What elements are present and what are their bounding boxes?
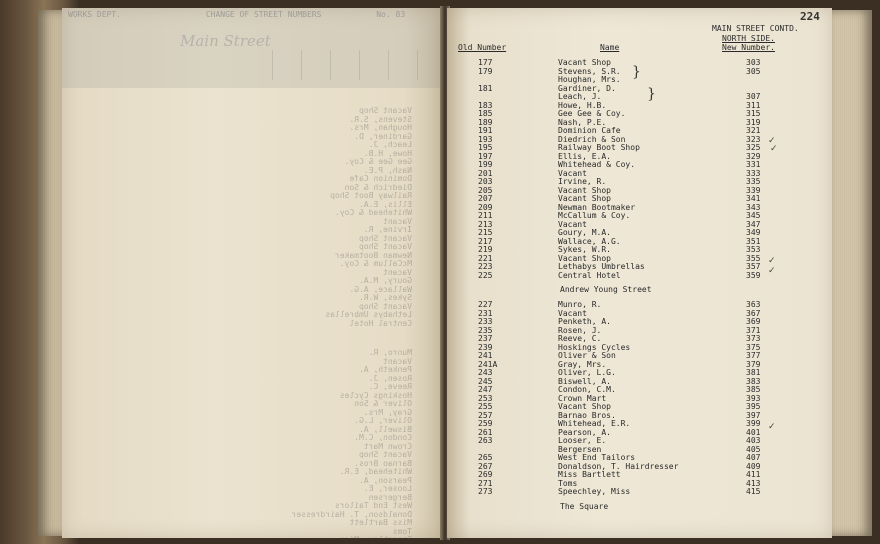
row-new-number: 409 [746, 461, 761, 471]
row-new-number: 377 [746, 351, 761, 360]
row-new-number: 385 [746, 385, 761, 394]
bleed-row: Whitehead & Coy. [334, 208, 412, 217]
row-name: Newman Bootmaker [558, 202, 636, 212]
row-old-number: 269 [478, 470, 493, 479]
bleed-row: Howe, H.B. [363, 148, 412, 158]
tick-mark: ✓ [768, 266, 776, 276]
bleed-row: Wallace, A.G. [349, 284, 412, 294]
bleed-row: Nash, P.E. [363, 165, 412, 175]
row-name: Crown Mart [558, 393, 607, 403]
row-name: Howe, H.B. [558, 100, 607, 110]
row-old-number: 211 [478, 211, 493, 220]
section-heading: Andrew Young Street [560, 285, 652, 294]
bleed-row: Oliver, L.G. [354, 416, 412, 425]
row-new-number: 339 [746, 185, 761, 195]
bleed-row: Oliver & Son [354, 399, 412, 408]
row-name: Oliver, L.G. [558, 368, 616, 377]
row-old-number: 213 [478, 219, 493, 229]
bleed-row: Stevens, S.R. [349, 114, 412, 124]
header-street: MAIN STREET CONTD. [712, 24, 799, 33]
row-name: Houghan, Mrs. [558, 75, 621, 84]
tick-mark: ✓ [768, 136, 776, 146]
row-new-number: 395 [746, 402, 761, 411]
row-old-number: 181 [478, 83, 493, 93]
row-name: Penketh, A. [558, 317, 611, 326]
row-old-number: 271 [478, 478, 493, 488]
row-name: Leach, J. [558, 92, 602, 101]
row-name: Donaldson, T. Hairdresser [558, 461, 679, 471]
header-side: NORTH SIDE. [722, 34, 775, 43]
row-name: McCallum & Coy. [558, 211, 631, 220]
row-new-number: 353 [746, 245, 761, 254]
row-old-number: 239 [478, 342, 493, 352]
row-new-number: 371 [746, 325, 761, 335]
row-old-number: 261 [478, 427, 493, 437]
row-old-number: 209 [478, 202, 493, 212]
row-name: Nash, P.E. [558, 117, 607, 127]
tick-mark: ✓ [768, 256, 776, 266]
row-old-number: 189 [478, 117, 493, 127]
bleed-row: Central Hotel [349, 318, 412, 328]
bleed-row: Goury, M.A. [359, 276, 412, 285]
row-name: Condon, C.M. [558, 385, 616, 394]
row-name: Whitehead & Coy. [558, 160, 636, 169]
row-name: Vacant Shop [558, 58, 611, 67]
row-new-number: 373 [746, 334, 761, 343]
row-name: Toms [558, 478, 578, 488]
row-new-number: 307 [746, 92, 761, 101]
row-old-number: 185 [478, 109, 493, 118]
row-new-number: 415 [746, 487, 761, 496]
row-name: Wallace, A.G. [558, 236, 621, 246]
bleed-row: Miss Bartlett [349, 518, 412, 527]
row-old-number: 231 [478, 308, 493, 318]
row-old-number: 193 [478, 134, 493, 144]
bleed-row: Penketh, A. [359, 365, 412, 374]
row-name: Vacant [558, 308, 587, 318]
row-name: Dominion Cafe [558, 126, 621, 135]
left-header-form-no: No. 83 [376, 10, 406, 19]
row-new-number: 325 [746, 143, 761, 152]
bleed-mirror [62, 8, 442, 544]
row-old-number: 253 [478, 393, 493, 403]
row-name: Ellis, E.A. [558, 151, 611, 161]
row-name: Biswell, A. [558, 376, 611, 386]
header-new-number: New Number. [722, 43, 775, 52]
row-new-number: 315 [746, 109, 761, 118]
row-name: Central Hotel [558, 270, 621, 280]
bleed-row: Dominion Cafe [349, 174, 412, 183]
column-old-number: Old Number [458, 43, 507, 52]
row-old-number: 267 [478, 461, 493, 471]
row-name: Barnao Bros. [558, 410, 616, 420]
row-old-number: 255 [478, 402, 493, 411]
tick-mark: ✓ [770, 144, 778, 154]
row-old-number: 177 [478, 58, 493, 67]
row-old-number: 199 [478, 160, 493, 169]
row-new-number: 407 [746, 453, 761, 462]
row-new-number: 351 [746, 236, 761, 246]
row-new-number: 355 [746, 253, 761, 263]
row-new-number: 303 [746, 58, 761, 67]
row-name: Vacant Shop [558, 402, 611, 411]
row-name: Vacant Shop [558, 194, 611, 203]
row-new-number: 357 [746, 262, 761, 271]
bleed-row: Crown Mart [363, 441, 412, 451]
row-name: Munro, R. [558, 300, 602, 309]
row-new-number: 321 [746, 126, 761, 135]
row-name: Gee Gee & Coy. [558, 109, 626, 118]
bleed-row: Vacant [383, 267, 412, 277]
row-new-number: 335 [746, 177, 761, 186]
row-old-number: 201 [478, 168, 493, 178]
bleed-row: Sykes, W.R. [359, 293, 412, 302]
row-new-number: 411 [746, 470, 761, 479]
row-old-number: 215 [478, 228, 493, 237]
row-new-number: 341 [746, 194, 761, 203]
row-old-number: 221 [478, 253, 493, 263]
row-old-number: 205 [478, 185, 493, 195]
bleed-row: Vacant [383, 356, 412, 366]
bleed-row: Houghan, Mrs. [349, 123, 412, 132]
row-new-number: 401 [746, 427, 761, 437]
right-page-edges [832, 10, 872, 536]
bleed-row: Lethabys Umbrellas [325, 310, 412, 319]
row-new-number: 359 [746, 270, 761, 280]
bleed-row: Reeve, C. [368, 382, 412, 391]
bleed-row: Gray, Mrs. [363, 407, 412, 417]
row-old-number: 257 [478, 410, 493, 420]
bleed-row: Donaldson, T. Hairdresser [291, 509, 412, 519]
tick-mark: ✓ [768, 422, 776, 432]
row-new-number: 403 [746, 436, 761, 445]
bleed-row: West End Tailors [334, 501, 412, 510]
bleed-row: Pearson, A. [359, 475, 412, 485]
row-new-number: 329 [746, 151, 761, 161]
row-old-number: 223 [478, 262, 493, 271]
row-old-number: 183 [478, 100, 493, 110]
row-new-number: 331 [746, 160, 761, 169]
row-name: Gray, Mrs. [558, 359, 607, 369]
bleed-row: Condon, C.M. [354, 433, 412, 442]
row-new-number: 349 [746, 228, 761, 237]
row-name: Rosen, J. [558, 325, 602, 335]
bleed-row: Looser, E. [363, 484, 412, 493]
bleed-row: Rosen, J. [368, 373, 412, 383]
bleed-row: Hoskings Cycles [339, 390, 412, 400]
row-old-number: 273 [478, 487, 493, 496]
row-name: Speechley, Miss [558, 487, 631, 496]
row-name: Whitehead, E.R. [558, 419, 631, 428]
row-old-number: 197 [478, 151, 493, 161]
row-new-number: 413 [746, 478, 761, 488]
row-new-number: 319 [746, 117, 761, 127]
row-new-number: 399 [746, 419, 761, 428]
row-old-number: 247 [478, 385, 493, 394]
row-old-number: 241 [478, 351, 493, 360]
row-old-number: 195 [478, 143, 493, 152]
row-old-number: 227 [478, 300, 493, 309]
row-new-number: 311 [746, 100, 761, 110]
section-heading: The Square [560, 501, 609, 511]
bleed-row: Whitehead, E.R. [339, 467, 412, 476]
row-old-number: 203 [478, 177, 493, 186]
row-new-number: 375 [746, 342, 761, 352]
bleed-row: Munro, R. [368, 348, 412, 357]
row-name: Vacant Shop [558, 185, 611, 195]
row-name: Lethabys Umbrellas [558, 262, 645, 271]
row-new-number: 383 [746, 376, 761, 386]
row-old-number: 191 [478, 126, 493, 135]
bleed-row: Barnao Bros. [354, 458, 412, 468]
bleed-row: Leach, J. [368, 140, 412, 149]
row-new-number: 305 [746, 66, 761, 76]
row-old-number: 259 [478, 419, 493, 428]
row-name: Pearson, A. [558, 427, 611, 437]
bleed-row: Bergersen [368, 492, 412, 502]
row-new-number: 381 [746, 368, 761, 377]
row-name: Gardiner, D. [558, 83, 616, 93]
bleed-row: Biswell, A. [359, 424, 412, 434]
row-name: Irvine, R. [558, 177, 607, 186]
row-new-number: 323 [746, 134, 761, 144]
row-old-number: 243 [478, 368, 493, 377]
row-new-number: 369 [746, 317, 761, 326]
row-name: West End Tailors [558, 453, 636, 462]
row-new-number: 379 [746, 359, 761, 369]
bleed-row: Vacant Shop [359, 106, 412, 115]
bleed-row: Irvine, R. [363, 225, 412, 234]
left-header-dept: WORKS DEPT. [68, 10, 121, 19]
row-name: Reeve, C. [558, 334, 602, 343]
row-new-number: 363 [746, 300, 761, 309]
row-name: Vacant [558, 168, 587, 178]
row-name: Stevens, S.R. [558, 66, 621, 76]
row-new-number: 397 [746, 410, 761, 420]
bleed-row: Speechley, Miss [339, 535, 412, 544]
row-old-number: 217 [478, 236, 493, 246]
left-handwritten-street: Main Street [180, 32, 271, 50]
row-new-number: 347 [746, 219, 761, 229]
left-page-edges [38, 10, 64, 536]
row-name: Looser, E. [558, 436, 607, 445]
row-name: Sykes, W.R. [558, 245, 611, 254]
row-old-number: 219 [478, 245, 493, 254]
row-old-number: 235 [478, 325, 493, 335]
row-name: Vacant Shop [558, 253, 611, 263]
bleed-row: Ellis, E.A. [359, 199, 412, 209]
row-new-number: 333 [746, 168, 761, 178]
left-header-title: CHANGE OF STREET NUMBERS [205, 10, 322, 19]
left-page-bleed-through [62, 8, 442, 544]
bleed-row: Vacant Shop [359, 301, 412, 311]
row-name: Miss Bartlett [558, 470, 621, 479]
brace-mark: } [632, 64, 641, 80]
row-old-number: 207 [478, 194, 493, 203]
row-old-number: 245 [478, 376, 493, 386]
row-new-number: 405 [746, 444, 761, 454]
row-old-number: 241A [478, 359, 498, 369]
row-new-number: 393 [746, 393, 761, 403]
row-name: Oliver & Son [558, 351, 616, 360]
row-name: Bergersen [558, 444, 602, 454]
bleed-row: Vacant Shop [359, 242, 412, 251]
bleed-row: Gardiner, D. [354, 131, 412, 141]
bleed-row: Newman Bootmaker [334, 250, 412, 260]
bleed-row: Vacant Shop [359, 233, 412, 243]
bleed-row: Vacant Shop [359, 450, 412, 459]
bleed-row: Gee Gee & Coy. [344, 157, 412, 166]
row-old-number: 225 [478, 270, 493, 280]
row-old-number: 237 [478, 334, 493, 343]
row-old-number: 179 [478, 66, 493, 76]
row-name: Hoskings Cycles [558, 342, 631, 352]
bleed-row: Diedrich & Son [344, 182, 412, 192]
row-old-number: 233 [478, 317, 493, 326]
row-new-number: 343 [746, 202, 761, 212]
bleed-row: McCallum & Coy. [339, 259, 412, 268]
row-name: Diedrich & Son [558, 134, 626, 144]
column-name: Name [600, 43, 620, 52]
row-name: Railway Boot Shop [558, 143, 640, 152]
row-name: Goury, M.A. [558, 228, 611, 237]
row-name: Vacant [558, 219, 587, 229]
row-old-number: 265 [478, 453, 493, 462]
bleed-row: Toms [392, 526, 412, 536]
row-new-number: 367 [746, 308, 761, 318]
page-number: 224 [800, 10, 820, 23]
brace-mark: } [647, 86, 656, 102]
row-new-number: 345 [746, 211, 761, 220]
bleed-row: Railway Boot Shop [330, 191, 412, 200]
bleed-row: Vacant [383, 216, 412, 226]
row-old-number: 263 [478, 436, 493, 445]
